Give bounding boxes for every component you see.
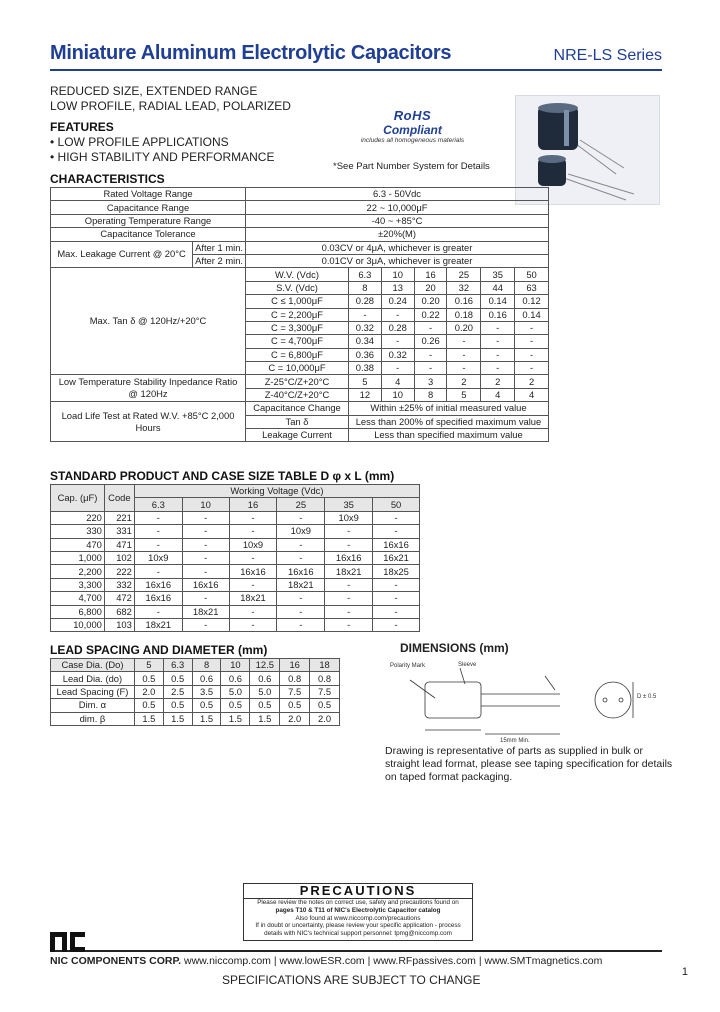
table-cell: - bbox=[414, 348, 447, 361]
table-cell: 3,300 bbox=[51, 578, 105, 591]
table-cell: - bbox=[515, 362, 549, 375]
table-cell: 10 bbox=[381, 388, 414, 401]
table-cell: After 1 min. bbox=[193, 241, 246, 254]
table-cell: 2.5 bbox=[163, 685, 192, 698]
standard-product-table bbox=[50, 484, 420, 632]
table-cell: Case Dia. (Do) bbox=[51, 659, 135, 672]
table-cell: C = 10,000μF bbox=[246, 362, 349, 375]
table-cell: - bbox=[134, 565, 182, 578]
table-cell: Dim. α bbox=[51, 699, 135, 712]
table-cell: 0.16 bbox=[481, 308, 515, 321]
table-cell: - bbox=[134, 538, 182, 551]
table-cell: 1.5 bbox=[134, 712, 163, 725]
table-cell: 4 bbox=[381, 375, 414, 388]
table-cell: 682 bbox=[104, 605, 134, 618]
precautions-line-3[interactable]: Also found at www.niccomp.com/precautions bbox=[295, 914, 421, 922]
drawing-note: Drawing is representative of parts as supplied in bulk or straight lead format, please see taping specification for details on taped format packaging. bbox=[385, 745, 673, 783]
precautions-title: PRECAUTIONS bbox=[244, 884, 472, 899]
table-cell: 18x21 bbox=[325, 565, 373, 578]
table-row bbox=[51, 402, 549, 415]
table-header: 16 bbox=[229, 498, 277, 511]
table-cell: 222 bbox=[104, 565, 134, 578]
table-cell: 16x21 bbox=[373, 551, 420, 564]
table-cell: - bbox=[373, 618, 420, 631]
table-cell: 16x16 bbox=[373, 538, 420, 551]
table-cell: 22 ~ 10,000μF bbox=[246, 201, 549, 214]
table-cell: C = 6,800μF bbox=[246, 348, 349, 361]
table-cell: - bbox=[229, 551, 277, 564]
table-cell: Low Temperature Stability Inpedance Ratio @ 120Hz bbox=[51, 375, 246, 402]
table-cell: - bbox=[229, 511, 277, 524]
table-cell: - bbox=[481, 362, 515, 375]
table-cell: - bbox=[134, 605, 182, 618]
table-cell: - bbox=[481, 348, 515, 361]
table-cell: 50 bbox=[515, 268, 549, 281]
table-cell: W.V. (Vdc) bbox=[246, 268, 349, 281]
table-cell: 5.0 bbox=[221, 685, 250, 698]
table-header: 35 bbox=[325, 498, 373, 511]
table-row bbox=[51, 214, 549, 227]
feature-item-2: • HIGH STABILITY AND PERFORMANCE bbox=[50, 150, 275, 164]
table-cell: 25 bbox=[447, 268, 481, 281]
table-cell: 0.01CV or 3μA, whichever is greater bbox=[246, 254, 549, 267]
table-cell: 16x16 bbox=[134, 592, 182, 605]
nic-logo bbox=[50, 930, 90, 952]
table-cell: C = 4,700μF bbox=[246, 335, 349, 348]
table-row bbox=[51, 511, 420, 524]
table-cell: 470 bbox=[51, 538, 105, 551]
table-cell: 221 bbox=[104, 511, 134, 524]
table-cell: 13 bbox=[381, 281, 414, 294]
table-cell: - bbox=[182, 525, 229, 538]
table-cell: 10x9 bbox=[325, 511, 373, 524]
table-cell: 5.0 bbox=[250, 685, 280, 698]
table-row bbox=[51, 618, 420, 631]
table-cell: - bbox=[373, 592, 420, 605]
table-cell: - bbox=[325, 605, 373, 618]
nic-logo-icon bbox=[50, 930, 90, 952]
table-cell: C ≤ 1,000μF bbox=[246, 295, 349, 308]
table-cell: 1.5 bbox=[221, 712, 250, 725]
table-cell: -40 ~ +85°C bbox=[246, 214, 549, 227]
features-title: FEATURES bbox=[50, 120, 114, 134]
table-cell: 220 bbox=[51, 511, 105, 524]
table-cell: 0.14 bbox=[515, 308, 549, 321]
table-cell: Max. Leakage Current @ 20°C bbox=[51, 241, 193, 268]
table-cell: - bbox=[182, 551, 229, 564]
table-cell: 0.6 bbox=[221, 672, 250, 685]
table-row bbox=[51, 188, 549, 201]
table-cell: 8 bbox=[414, 388, 447, 401]
diameter-label: D ± 0.5 bbox=[637, 694, 657, 700]
table-cell: Capacitance Change bbox=[246, 402, 349, 415]
table-cell: 0.28 bbox=[348, 295, 381, 308]
table-cell: 12 bbox=[348, 388, 381, 401]
table-cell: 2 bbox=[447, 375, 481, 388]
table-cell: 0.32 bbox=[348, 321, 381, 334]
table-cell: 0.6 bbox=[192, 672, 221, 685]
table-cell: 16 bbox=[414, 268, 447, 281]
table-cell: 0.16 bbox=[447, 295, 481, 308]
precautions-line-1: Please review the notes on correct use, safety and precautions found on bbox=[257, 899, 459, 906]
table-cell: 6.3 - 50Vdc bbox=[246, 188, 549, 201]
table-cell: - bbox=[515, 348, 549, 361]
table-cell: ±20%(M) bbox=[246, 228, 549, 241]
rohs-line-3: includes all homogeneous materials bbox=[360, 137, 465, 144]
table-cell: Less than 200% of specified maximum value bbox=[348, 415, 548, 428]
page-title: Miniature Aluminum Electrolytic Capacitors bbox=[50, 42, 452, 64]
table-cell: Leakage Current bbox=[246, 429, 349, 442]
table-cell: 16x16 bbox=[134, 578, 182, 591]
dimensions-drawing-icon bbox=[385, 658, 657, 744]
footer-links bbox=[50, 955, 602, 967]
table-cell: - bbox=[182, 538, 229, 551]
table-cell: 2.0 bbox=[280, 712, 310, 725]
precautions-line-4: If in doubt or uncertainty, please review your specific application - process bbox=[255, 922, 461, 930]
table-cell: - bbox=[414, 321, 447, 334]
table-cell: 4 bbox=[481, 388, 515, 401]
table-cell: - bbox=[381, 308, 414, 321]
intro-line-2: LOW PROFILE, RADIAL LEAD, POLARIZED bbox=[50, 99, 291, 113]
table-cell: 4,700 bbox=[51, 592, 105, 605]
lead-spacing-table bbox=[50, 658, 340, 726]
table-cell: - bbox=[182, 565, 229, 578]
table-cell: - bbox=[447, 335, 481, 348]
table-cell: 18x25 bbox=[373, 565, 420, 578]
table-cell: - bbox=[325, 538, 373, 551]
table-cell: Within ±25% of initial measured value bbox=[348, 402, 548, 415]
standard-title-text: STANDARD PRODUCT AND CASE SIZE TABLE D bbox=[50, 469, 330, 483]
footer-rule bbox=[50, 950, 662, 952]
table-cell: - bbox=[481, 321, 515, 334]
table-header: 25 bbox=[277, 498, 325, 511]
rohs-line-1: RoHS bbox=[393, 108, 432, 123]
table-cell: 103 bbox=[104, 618, 134, 631]
table-cell: 0.38 bbox=[348, 362, 381, 375]
lead-table-body bbox=[51, 659, 340, 726]
table-cell: 0.03CV or 4μA, whichever is greater bbox=[246, 241, 549, 254]
table-cell: 10 bbox=[221, 659, 250, 672]
table-cell: C = 3,300μF bbox=[246, 321, 349, 334]
table-cell: 2.0 bbox=[310, 712, 340, 725]
table-header: Cap. (μF) bbox=[51, 485, 105, 512]
table-cell: 0.5 bbox=[163, 672, 192, 685]
table-cell: - bbox=[182, 511, 229, 524]
characteristics-title: CHARACTERISTICS bbox=[50, 172, 165, 186]
table-cell: 10 bbox=[381, 268, 414, 281]
table-cell: 16x16 bbox=[325, 551, 373, 564]
table-cell: 16 bbox=[280, 659, 310, 672]
table-row bbox=[51, 268, 549, 281]
table-cell: Max. Tan δ @ 120Hz/+20°C bbox=[51, 268, 246, 375]
table-cell: - bbox=[277, 592, 325, 605]
table-cell: 7.5 bbox=[310, 685, 340, 698]
table-header: 10 bbox=[182, 498, 229, 511]
table-cell: - bbox=[229, 618, 277, 631]
table-row bbox=[51, 525, 420, 538]
table-cell: Rated Voltage Range bbox=[51, 188, 246, 201]
table-cell: Lead Dia. (do) bbox=[51, 672, 135, 685]
table-cell: Z-25°C/Z+20°C bbox=[246, 375, 349, 388]
table-cell: 16x16 bbox=[182, 578, 229, 591]
table-cell: 3.5 bbox=[192, 685, 221, 698]
table-cell: - bbox=[134, 511, 182, 524]
table-row bbox=[51, 201, 549, 214]
table-cell: 6.3 bbox=[348, 268, 381, 281]
precautions-line-2: pages T10 & T11 of NIC's Electrolytic Capacitor catalog bbox=[275, 906, 441, 914]
table-cell: 0.28 bbox=[381, 321, 414, 334]
table-cell: 8 bbox=[192, 659, 221, 672]
table-header: 50 bbox=[373, 498, 420, 511]
table-cell: C = 2,200μF bbox=[246, 308, 349, 321]
table-cell: 10,000 bbox=[51, 618, 105, 631]
table-cell: 5 bbox=[447, 388, 481, 401]
polarity-label: Polarity Mark bbox=[390, 663, 426, 669]
table-cell: - bbox=[229, 605, 277, 618]
table-cell: - bbox=[348, 308, 381, 321]
table-header: Code bbox=[104, 485, 134, 512]
table-cell: 0.18 bbox=[447, 308, 481, 321]
table-cell: 18x21 bbox=[277, 578, 325, 591]
table-cell: Load Life Test at Rated W.V. +85°C 2,000 Hours bbox=[51, 402, 246, 442]
table-row bbox=[51, 485, 420, 498]
title-rule bbox=[50, 69, 662, 71]
rohs-line-2: Compliant bbox=[383, 123, 442, 137]
table-cell: 35 bbox=[481, 268, 515, 281]
table-cell: 18x21 bbox=[229, 592, 277, 605]
company-name: NIC COMPONENTS CORP. bbox=[50, 955, 182, 967]
table-cell: 0.32 bbox=[381, 348, 414, 361]
table-cell: Less than specified maximum value bbox=[348, 429, 548, 442]
part-number-note: *See Part Number System for Details bbox=[333, 161, 490, 172]
table-row bbox=[51, 592, 420, 605]
phi-symbol: φ bbox=[332, 469, 342, 483]
table-cell: - bbox=[182, 618, 229, 631]
table-row bbox=[51, 538, 420, 551]
table-cell: 63 bbox=[515, 281, 549, 294]
table-cell: 1,000 bbox=[51, 551, 105, 564]
table-cell: 20 bbox=[414, 281, 447, 294]
lead-title: LEAD SPACING AND DIAMETER (mm) bbox=[50, 643, 268, 657]
table-cell: - bbox=[381, 335, 414, 348]
characteristics-table bbox=[50, 187, 549, 442]
table-cell: 472 bbox=[104, 592, 134, 605]
table-cell: 331 bbox=[104, 525, 134, 538]
table-cell: - bbox=[515, 321, 549, 334]
table-cell: - bbox=[447, 362, 481, 375]
table-cell: After 2 min. bbox=[193, 254, 246, 267]
table-cell: 10x9 bbox=[134, 551, 182, 564]
table-cell: - bbox=[447, 348, 481, 361]
table-cell: 1.5 bbox=[192, 712, 221, 725]
table-cell: 0.5 bbox=[134, 699, 163, 712]
table-header: Working Voltage (Vdc) bbox=[134, 485, 419, 498]
table-cell: 1.5 bbox=[163, 712, 192, 725]
table-cell: - bbox=[277, 551, 325, 564]
table-cell: 4 bbox=[515, 388, 549, 401]
table-cell: 0.12 bbox=[515, 295, 549, 308]
table-cell: 32 bbox=[447, 281, 481, 294]
table-cell: - bbox=[373, 605, 420, 618]
table-cell: 0.5 bbox=[250, 699, 280, 712]
table-cell: 10x9 bbox=[229, 538, 277, 551]
table-row bbox=[51, 712, 340, 725]
standard-table-title bbox=[50, 469, 394, 483]
table-row bbox=[51, 699, 340, 712]
table-cell: 0.5 bbox=[280, 699, 310, 712]
table-cell: 0.24 bbox=[381, 295, 414, 308]
table-cell: - bbox=[381, 362, 414, 375]
table-cell: - bbox=[414, 362, 447, 375]
table-cell: 0.14 bbox=[481, 295, 515, 308]
footer-websites[interactable]: www.niccomp.com | www.lowESR.com | www.RFpassives.com | www.SMTmagnetics.com bbox=[181, 955, 603, 967]
intro-line-1: REDUCED SIZE, EXTENDED RANGE bbox=[50, 84, 258, 98]
page-number: 1 bbox=[681, 966, 688, 978]
table-cell: 6,800 bbox=[51, 605, 105, 618]
dimensions-drawing bbox=[385, 658, 657, 744]
table-cell: 6.3 bbox=[163, 659, 192, 672]
table-row bbox=[51, 241, 549, 254]
table-cell: - bbox=[134, 525, 182, 538]
table-row bbox=[51, 375, 549, 388]
table-header: 6.3 bbox=[134, 498, 182, 511]
table-row bbox=[51, 578, 420, 591]
rohs-badge bbox=[360, 108, 465, 144]
table-cell: - bbox=[373, 578, 420, 591]
table-cell: - bbox=[481, 335, 515, 348]
table-cell: 332 bbox=[104, 578, 134, 591]
table-cell: 0.26 bbox=[414, 335, 447, 348]
table-cell: 0.5 bbox=[310, 699, 340, 712]
table-cell: 16x16 bbox=[229, 565, 277, 578]
table-cell: - bbox=[277, 605, 325, 618]
table-row bbox=[51, 659, 340, 672]
table-cell: - bbox=[229, 525, 277, 538]
table-cell: 0.34 bbox=[348, 335, 381, 348]
table-cell: 3 bbox=[414, 375, 447, 388]
table-cell: 18x21 bbox=[182, 605, 229, 618]
precautions-box bbox=[243, 883, 473, 941]
table-cell: 2 bbox=[481, 375, 515, 388]
table-cell: 0.5 bbox=[163, 699, 192, 712]
table-row bbox=[51, 672, 340, 685]
table-row bbox=[51, 685, 340, 698]
table-cell: - bbox=[373, 511, 420, 524]
table-row bbox=[51, 605, 420, 618]
table-cell: Lead Spacing (F) bbox=[51, 685, 135, 698]
length-label: 15mm Min. bbox=[500, 738, 530, 744]
table-cell: 330 bbox=[51, 525, 105, 538]
table-row bbox=[51, 551, 420, 564]
table-cell: 0.36 bbox=[348, 348, 381, 361]
table-cell: 2.0 bbox=[134, 685, 163, 698]
table-cell: - bbox=[277, 538, 325, 551]
table-cell: dim. β bbox=[51, 712, 135, 725]
table-cell: 16x16 bbox=[277, 565, 325, 578]
table-row bbox=[51, 565, 420, 578]
table-cell: 471 bbox=[104, 538, 134, 551]
table-cell: - bbox=[515, 335, 549, 348]
series-name: NRE-LS Series bbox=[553, 47, 662, 64]
table-cell: 102 bbox=[104, 551, 134, 564]
table-cell: 0.5 bbox=[134, 672, 163, 685]
table-cell: 0.22 bbox=[414, 308, 447, 321]
spec-notice: SPECIFICATIONS ARE SUBJECT TO CHANGE bbox=[222, 973, 481, 987]
table-cell: 8 bbox=[348, 281, 381, 294]
table-cell: - bbox=[277, 511, 325, 524]
table-cell: - bbox=[325, 592, 373, 605]
table-row bbox=[51, 228, 549, 241]
table-cell: 18x21 bbox=[134, 618, 182, 631]
table-cell: 10x9 bbox=[277, 525, 325, 538]
table-cell: S.V. (Vdc) bbox=[246, 281, 349, 294]
table-cell: Z-40°C/Z+20°C bbox=[246, 388, 349, 401]
table-cell: 0.5 bbox=[221, 699, 250, 712]
dimensions-title: DIMENSIONS (mm) bbox=[400, 641, 509, 655]
table-cell: - bbox=[182, 592, 229, 605]
table-cell: 12.5 bbox=[250, 659, 280, 672]
table-cell: Operating Temperature Range bbox=[51, 214, 246, 227]
standard-title-tail: x L (mm) bbox=[341, 469, 395, 483]
table-cell: 0.6 bbox=[250, 672, 280, 685]
table-cell: 0.8 bbox=[310, 672, 340, 685]
table-cell: 0.5 bbox=[192, 699, 221, 712]
standard-table-body bbox=[51, 511, 420, 632]
table-cell: 44 bbox=[481, 281, 515, 294]
table-cell: 1.5 bbox=[250, 712, 280, 725]
table-cell: 0.20 bbox=[447, 321, 481, 334]
table-cell: - bbox=[373, 525, 420, 538]
feature-item-1: • LOW PROFILE APPLICATIONS bbox=[50, 135, 229, 149]
table-cell: 7.5 bbox=[280, 685, 310, 698]
table-cell: 0.8 bbox=[280, 672, 310, 685]
table-cell: - bbox=[325, 578, 373, 591]
table-cell: 2 bbox=[515, 375, 549, 388]
table-cell: - bbox=[325, 618, 373, 631]
table-cell: Capacitance Range bbox=[51, 201, 246, 214]
precautions-line-5[interactable]: details with NIC's technical support personnel: tpmg@niccomp.com bbox=[264, 930, 452, 938]
table-cell: 0.20 bbox=[414, 295, 447, 308]
table-cell: 5 bbox=[134, 659, 163, 672]
table-cell: 5 bbox=[348, 375, 381, 388]
table-cell: - bbox=[277, 618, 325, 631]
table-cell: Tan δ bbox=[246, 415, 349, 428]
sleeve-label: Sleeve bbox=[458, 662, 477, 668]
table-cell: 18 bbox=[310, 659, 340, 672]
table-cell: 2,200 bbox=[51, 565, 105, 578]
table-cell: Capacitance Tolerance bbox=[51, 228, 246, 241]
table-cell: - bbox=[325, 525, 373, 538]
table-cell: - bbox=[229, 578, 277, 591]
